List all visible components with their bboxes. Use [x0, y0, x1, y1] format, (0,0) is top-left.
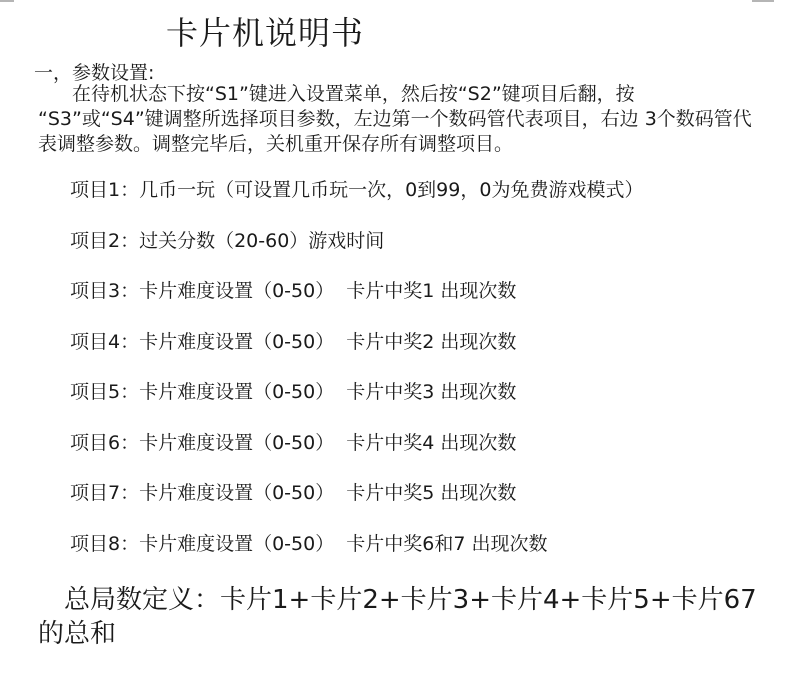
item-7: 项目7：卡片难度设置（0-50） 卡片中奖5 出现次数 — [70, 482, 517, 504]
item-2: 项目2：过关分数（20-60）游戏时间 — [70, 229, 385, 252]
item-3: 项目3：卡片难度设置（0-50） 卡片中奖1 出现次数 — [70, 280, 517, 302]
item-5: 项目5：卡片难度设置（0-50） 卡片中奖3 出现次数 — [70, 381, 517, 403]
top-right-edge-mark — [752, 0, 774, 2]
item-4: 项目4：卡片难度设置（0-50） 卡片中奖2 出现次数 — [70, 330, 517, 353]
top-left-edge-mark — [0, 0, 14, 2]
item-8: 项目8：卡片难度设置（0-50） 卡片中奖6和7 出现次数 — [70, 532, 548, 555]
section-heading: 一，参数设置: — [34, 62, 155, 84]
intro-paragraph: 在待机状态下按“S1”键进入设置菜单，然后按“S2”键项目后翻，按 “S3”或“S4”键调整所选择项目参数，左边第一个数码管代表项目，右边 3个数码管代表调整参数。调整完毕后，关机重开保存所有调整项目。 — [38, 83, 752, 155]
item-list — [70, 178, 643, 582]
item-1: 项目1：几币一玩（可设置几币玩一次，0到99，0为免费游戏模式） — [70, 179, 644, 201]
document-title: 卡片机说明书 — [165, 14, 364, 52]
total-definition: 总局数定义：卡片1+卡片2+卡片3+卡片4+卡片5+卡片67的总和 — [38, 585, 757, 649]
item-6: 项目6：卡片难度设置（0-50） 卡片中奖4 出现次数 — [70, 431, 517, 454]
